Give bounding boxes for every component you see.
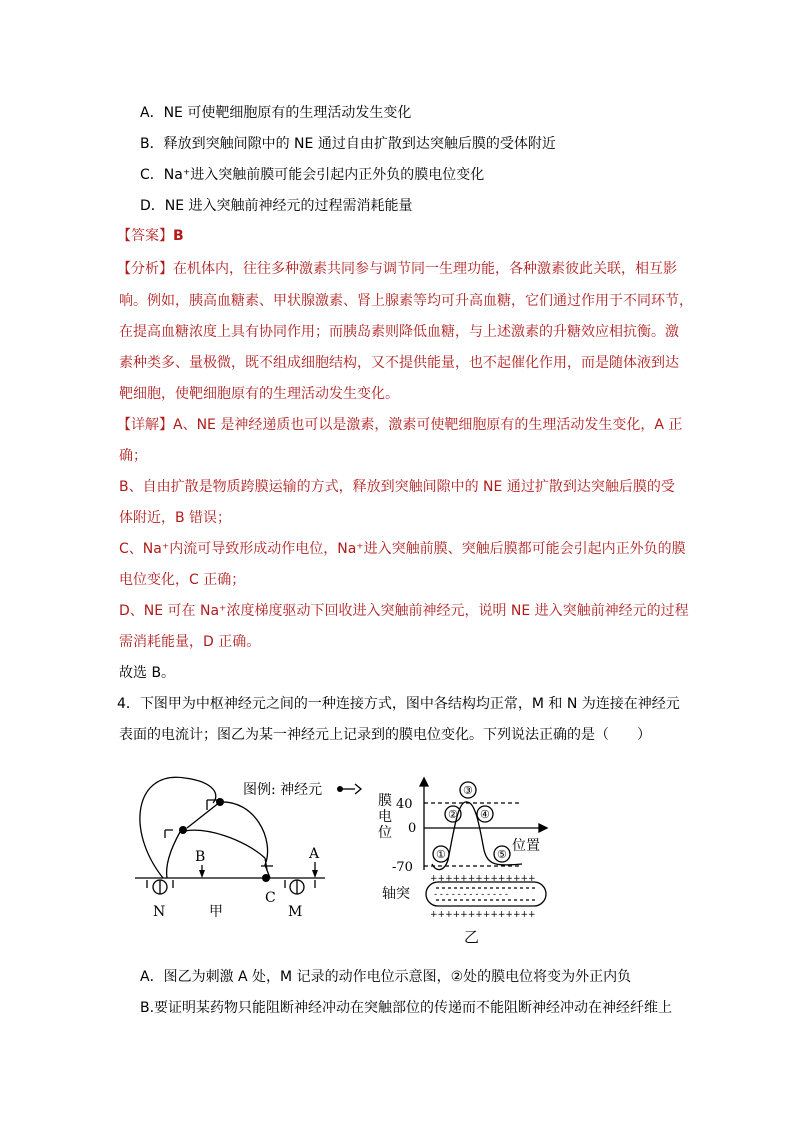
detail-line-5: C、Na⁺内流可导致形成动作电位，Na⁺进入突触前膜、突触后膜都可能会引起内正外负的膜 (119, 541, 686, 557)
minus-row: - - - - - - - - - - - - - (434, 890, 508, 900)
label-n: N (153, 904, 166, 920)
middle-neuron-axon (180, 830, 265, 858)
answer-value: B (173, 228, 184, 244)
ylabel-char-2: 电 (378, 809, 392, 825)
label-m: M (288, 904, 303, 920)
caption-yi: 乙 (464, 928, 480, 946)
tick-neg70: -70 (392, 860, 413, 875)
tick-40: 40 (396, 797, 413, 812)
c3-label: ③ (463, 784, 473, 797)
option-q3-a: A．NE 可使靶细胞原有的生理活动发生变化 (140, 105, 412, 121)
detail-line-4: 体附近，B 错误； (119, 510, 232, 526)
x-axis-arrow (539, 824, 547, 832)
option-q4-a: A．图乙为刺激 A 处，M 记录的动作电位示意图，②处的膜电位将变为外正内负 (140, 969, 632, 985)
analysis-tag: 【分析】 (117, 261, 173, 277)
xlabel: 位置 (512, 838, 540, 854)
detail-line-2: 确； (119, 448, 147, 464)
answer-line (117, 226, 184, 246)
label-c: C (265, 890, 276, 906)
c1-label: ① (436, 848, 446, 861)
detail-line-8: 需消耗能量，D 正确。 (119, 634, 261, 650)
c2-label: ② (448, 808, 458, 821)
y-axis-arrow (420, 778, 428, 786)
c5-label: ⑤ (497, 848, 507, 861)
figure-yi (372, 770, 562, 950)
legend-label: 图例: 神经元 (243, 782, 323, 798)
plus-row-top: ++++++++++++++ (430, 874, 536, 884)
option-q3-b: B．释放到突触间隙中的 NE 通过自由扩散到达突触后膜的受体附近 (140, 136, 556, 152)
analysis-line-1 (117, 259, 677, 279)
c4-label: ④ (480, 808, 490, 821)
figure-jia (125, 770, 365, 930)
c-neuron-body (262, 874, 270, 882)
plus-row-bottom: ++++++++++++++ (430, 910, 536, 920)
detail-line-1 (117, 415, 682, 435)
analysis-text: 在机体内，往往多种激素共同参与调节同一生理功能，各种激素彼此关联，相互影 (173, 261, 677, 277)
caption-jia: 甲 (209, 904, 223, 920)
answer-tag: 【答案】 (117, 228, 173, 244)
middle-neuron-branch (167, 832, 180, 878)
option-q3-d: D．NE 进入突触前神经元的过程需消耗能量 (140, 198, 413, 214)
label-b: B (195, 849, 206, 865)
axon-label: 轴突 (382, 886, 410, 902)
middle-neuron-body (179, 826, 187, 834)
analysis-line-5: 靶细胞，使靶细胞原有的生理活动发生变化。 (119, 386, 399, 402)
legend-neuron-body (337, 786, 343, 792)
top-neuron-body (216, 798, 224, 806)
detail-line-7: D、NE 可在 Na⁺浓度梯度驱动下回收进入突触前神经元，说明 NE 进入突触前神经元的过程 (119, 603, 689, 619)
option-q4-b: B.要证明某药物只能阻断神经冲动在突触部位的传递而不能阻断神经冲动在神经纤维上 (140, 1000, 673, 1016)
ylabel-char-1: 膜 (378, 793, 392, 809)
conclusion: 故选 B。 (119, 665, 176, 681)
ylabel-char-3: 位 (378, 825, 392, 841)
option-q3-c: C．Na⁺进入突触前膜可能会引起内正外负的膜电位变化 (140, 167, 485, 183)
label-a: A (309, 846, 320, 862)
top-to-middle (187, 802, 220, 828)
analysis-line-2: 响。例如，胰高血糖素、甲状腺激素、肾上腺素等均可升高血糖，它们通过作用于不同环节， (119, 293, 693, 309)
detail-tag: 【详解】 (117, 417, 173, 433)
question4-line-1: 4．下图甲为中枢神经元之间的一种连接方式，图中各结构均正常，M 和 N 为连接在神经元 (117, 696, 680, 712)
analysis-line-3: 在提高血糖浓度上具有协同作用；而胰岛素则降低血糖，与上述激素的升糖效应相抗衡。激 (119, 324, 679, 340)
detail-line-6: 电位变化，C 正确； (119, 572, 246, 588)
middle-terminal (165, 830, 173, 838)
analysis-line-4: 素种类多、量极微，既不组成细胞结构，又不提供能量，也不起催化作用，而是随体液到达 (119, 355, 679, 371)
detail-line-3: B、自由扩散是物质跨膜运输的方式，释放到突触间隙中的 NE 通过扩散到达突触后膜的受 (119, 479, 675, 495)
question4-line-2: 表面的电流计；图乙为某一神经元上记录到的膜电位变化。下列说法正确的是（ ） (119, 727, 651, 743)
tick-0: 0 (408, 821, 417, 836)
detail-text: A、NE 是神经递质也可以是激素，激素可使靶细胞原有的生理活动发生变化，A 正 (173, 417, 683, 433)
